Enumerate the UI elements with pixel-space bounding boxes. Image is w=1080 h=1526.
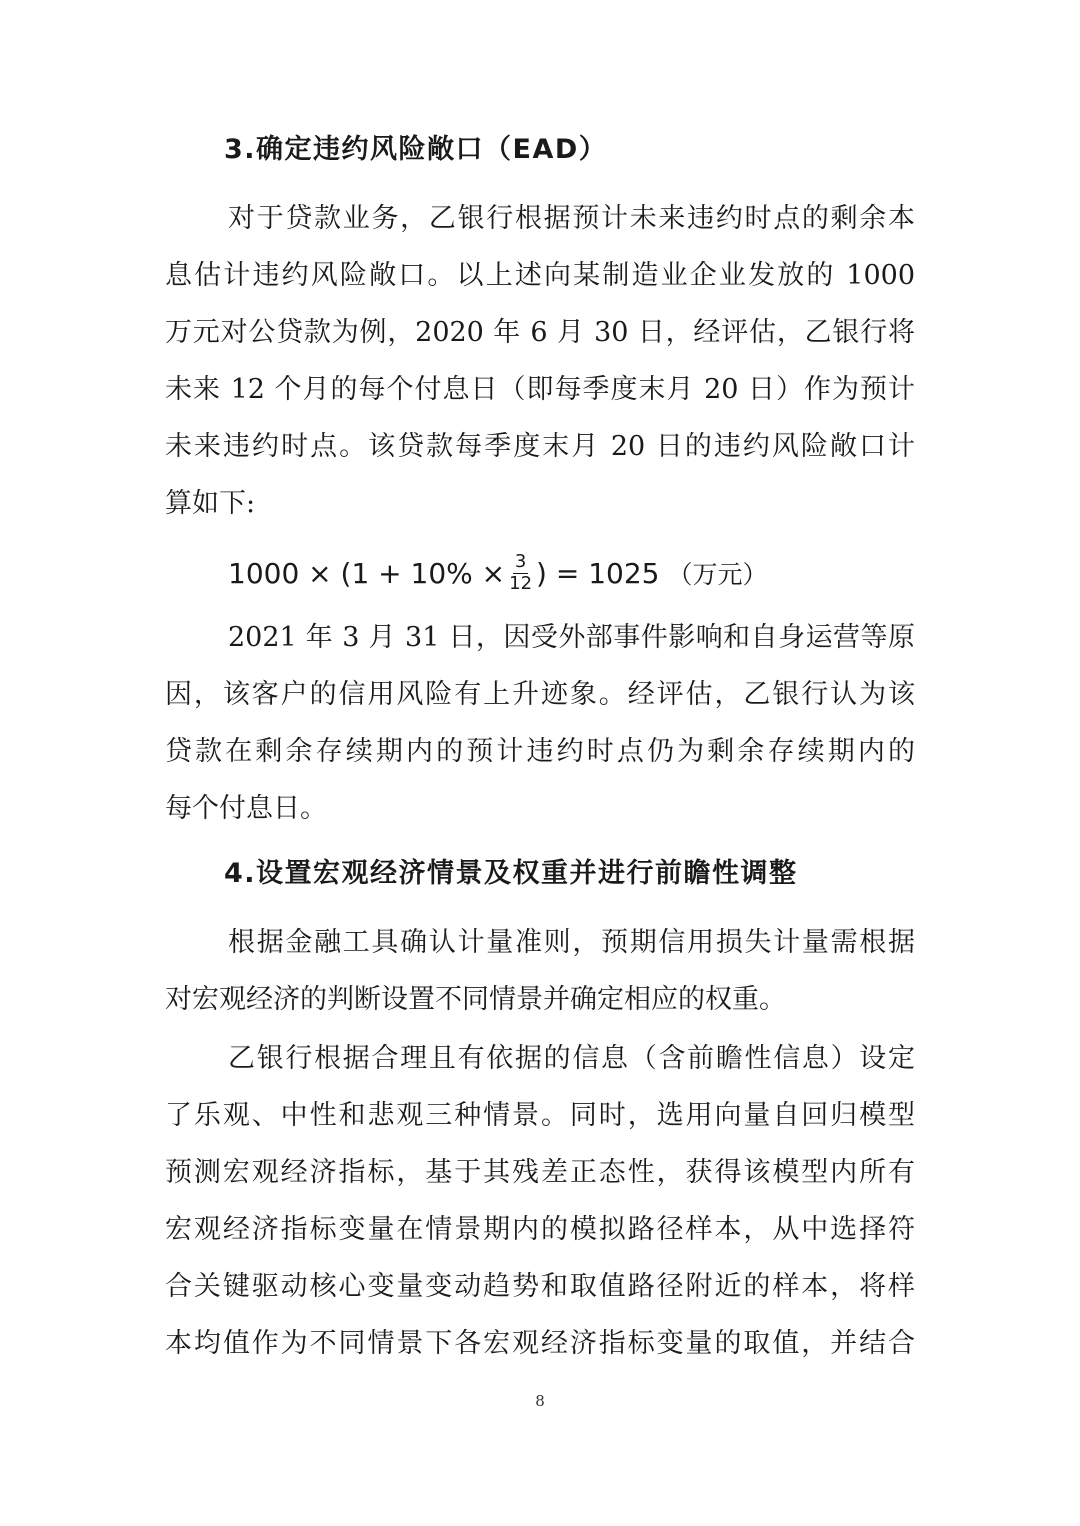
- formula-unit: （万元）: [667, 560, 768, 590]
- paragraph-line: 每个付息日。: [165, 793, 327, 824]
- paragraph-line: 对宏观经济的判断设置不同情景并确定相应的权重。: [165, 984, 786, 1015]
- paragraph-line: 对于贷款业务，乙银行根据预计未来违约时点的剩余本: [228, 203, 915, 234]
- paragraph-line: 2021 年 3 月 31 日，因受外部事件影响和自身运营等原: [228, 622, 915, 653]
- paragraph-line: 根据金融工具确认计量准则，预期信用损失计量需根据: [228, 927, 915, 958]
- fraction-denominator: 12: [509, 572, 533, 594]
- paragraph-line: 合关键驱动核心变量变动趋势和取值路径附近的样本，将样: [165, 1271, 915, 1302]
- paragraph-line: 预测宏观经济指标，基于其残差正态性，获得该模型内所有: [165, 1157, 915, 1188]
- paragraph-line: 因，该客户的信用风险有上升迹象。经评估，乙银行认为该: [165, 679, 915, 710]
- formula-rhs: ) = 1025: [536, 556, 660, 590]
- fraction-numerator: 3: [514, 551, 527, 572]
- paragraph-line: 了乐观、中性和悲观三种情景。同时，选用向量自回归模型: [165, 1100, 915, 1131]
- ead-formula: [228, 553, 768, 594]
- paragraph-line: 贷款在剩余存续期内的预计违约时点仍为剩余存续期内的: [165, 736, 915, 767]
- paragraph-line: 未来 12 个月的每个付息日（即每季度末月 20 日）作为预计: [165, 374, 915, 405]
- formula-fraction: [509, 553, 532, 594]
- paragraph-line: 息估计违约风险敞口。以上述向某制造业企业发放的 1000: [165, 260, 915, 291]
- paragraph-line: 万元对公贷款为例，2020 年 6 月 30 日，经评估，乙银行将: [165, 317, 915, 348]
- page-number: 8: [535, 1392, 545, 1410]
- paragraph-line: 算如下:: [165, 488, 256, 519]
- paragraph-line: 未来违约时点。该贷款每季度末月 20 日的违约风险敞口计: [165, 431, 915, 462]
- section-4-heading: 4.设置宏观经济情景及权重并进行前瞻性调整: [224, 858, 798, 889]
- section-3-heading: 3.确定违约风险敞口（EAD）: [224, 134, 608, 165]
- formula-lhs: 1000 × (1 + 10% ×: [228, 556, 506, 590]
- paragraph-line: 乙银行根据合理且有依据的信息（含前瞻性信息）设定: [228, 1043, 915, 1074]
- paragraph-line: 宏观经济指标变量在情景期内的模拟路径样本，从中选择符: [165, 1214, 915, 1245]
- paragraph-line: 本均值作为不同情景下各宏观经济指标变量的取值，并结合: [165, 1328, 915, 1359]
